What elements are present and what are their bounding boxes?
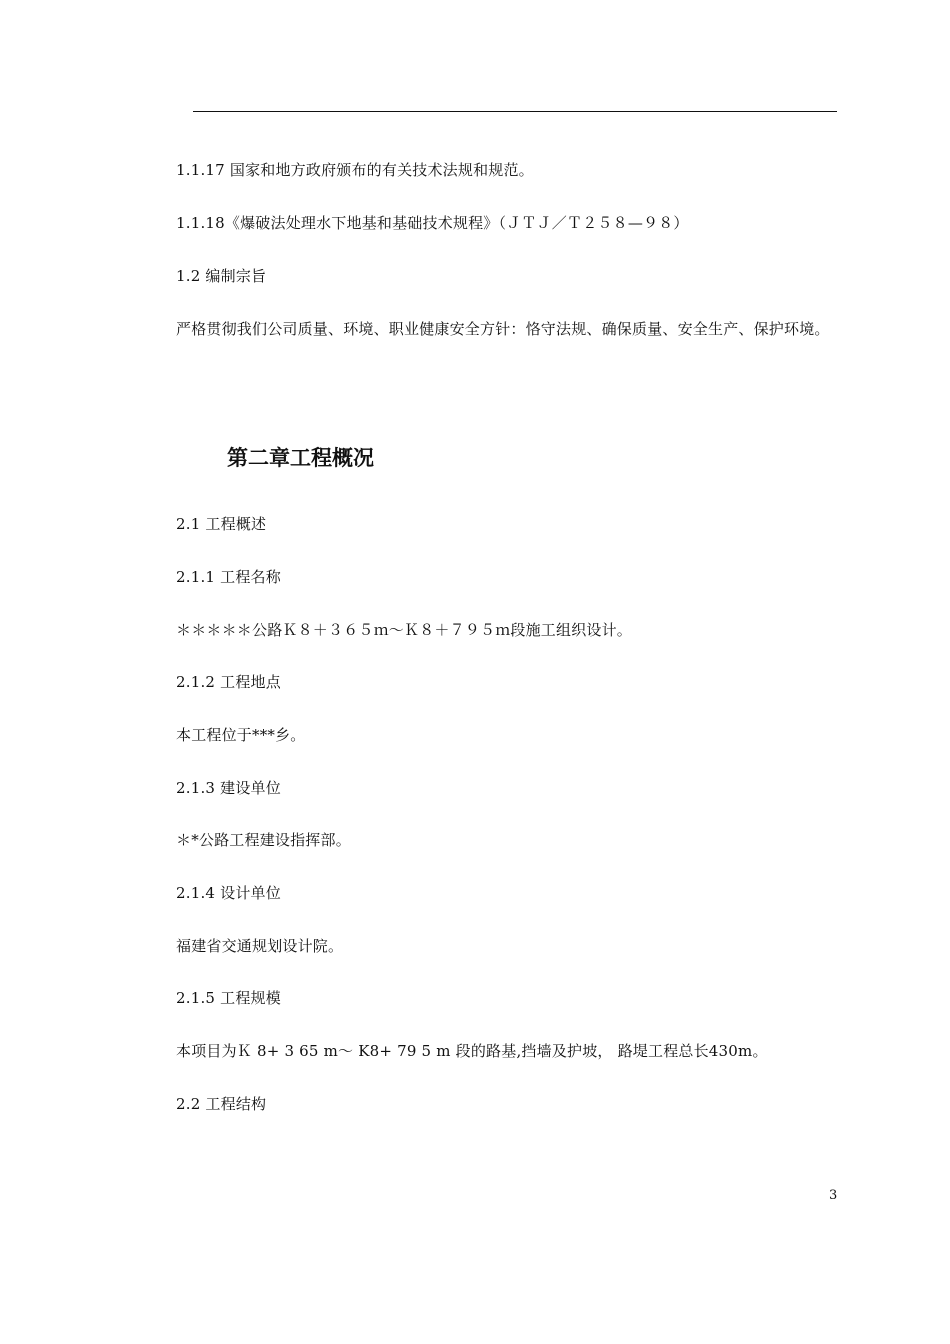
clause-1-1-17: 1.1.17 国家和地方政府颁布的有关技术法规和规范。: [176, 161, 534, 179]
paragraph-location: 本工程位于***乡。: [176, 726, 306, 744]
paragraph-builder: ＊*公路工程建设指挥部。: [176, 831, 351, 849]
section-heading-1-2: 1.2 编制宗旨: [176, 267, 267, 285]
section-heading-2-2: 2.2 工程结构: [176, 1095, 267, 1113]
header-rule: [193, 111, 837, 112]
clause-1-1-18: 1.1.18《爆破法处理水下地基和基础技术规程》（ＪＴＪ／Ｔ２５８—９８）: [176, 214, 689, 232]
paragraph-project-name: ＊＊＊＊＊公路Ｋ８＋３６５ｍ～Ｋ８＋７９５ｍ段施工组织设计。: [176, 621, 633, 639]
section-heading-2-1: 2.1 工程概述: [176, 515, 267, 533]
section-heading-2-1-1: 2.1.1 工程名称: [176, 568, 281, 586]
chapter-title: 第二章工程概况: [227, 446, 374, 470]
paragraph-scale: 本项目为Ｋ 8+ 3 65 m～ K8+ 79 5 m 段的路基,挡墙及护坡， 路堤工程总长430m。: [176, 1042, 768, 1060]
section-heading-2-1-5: 2.1.5 工程规模: [176, 989, 281, 1007]
page-number: 3: [829, 1188, 838, 1203]
paragraph-designer: 福建省交通规划设计院。: [176, 937, 344, 955]
section-heading-2-1-2: 2.1.2 工程地点: [176, 673, 281, 691]
section-heading-2-1-3: 2.1.3 建设单位: [176, 779, 281, 797]
section-heading-2-1-4: 2.1.4 设计单位: [176, 884, 281, 902]
paragraph-policy: 严格贯彻我们公司质量、环境、职业健康安全方针：恪守法规、确保质量、安全生产、保护环境。: [176, 320, 830, 338]
